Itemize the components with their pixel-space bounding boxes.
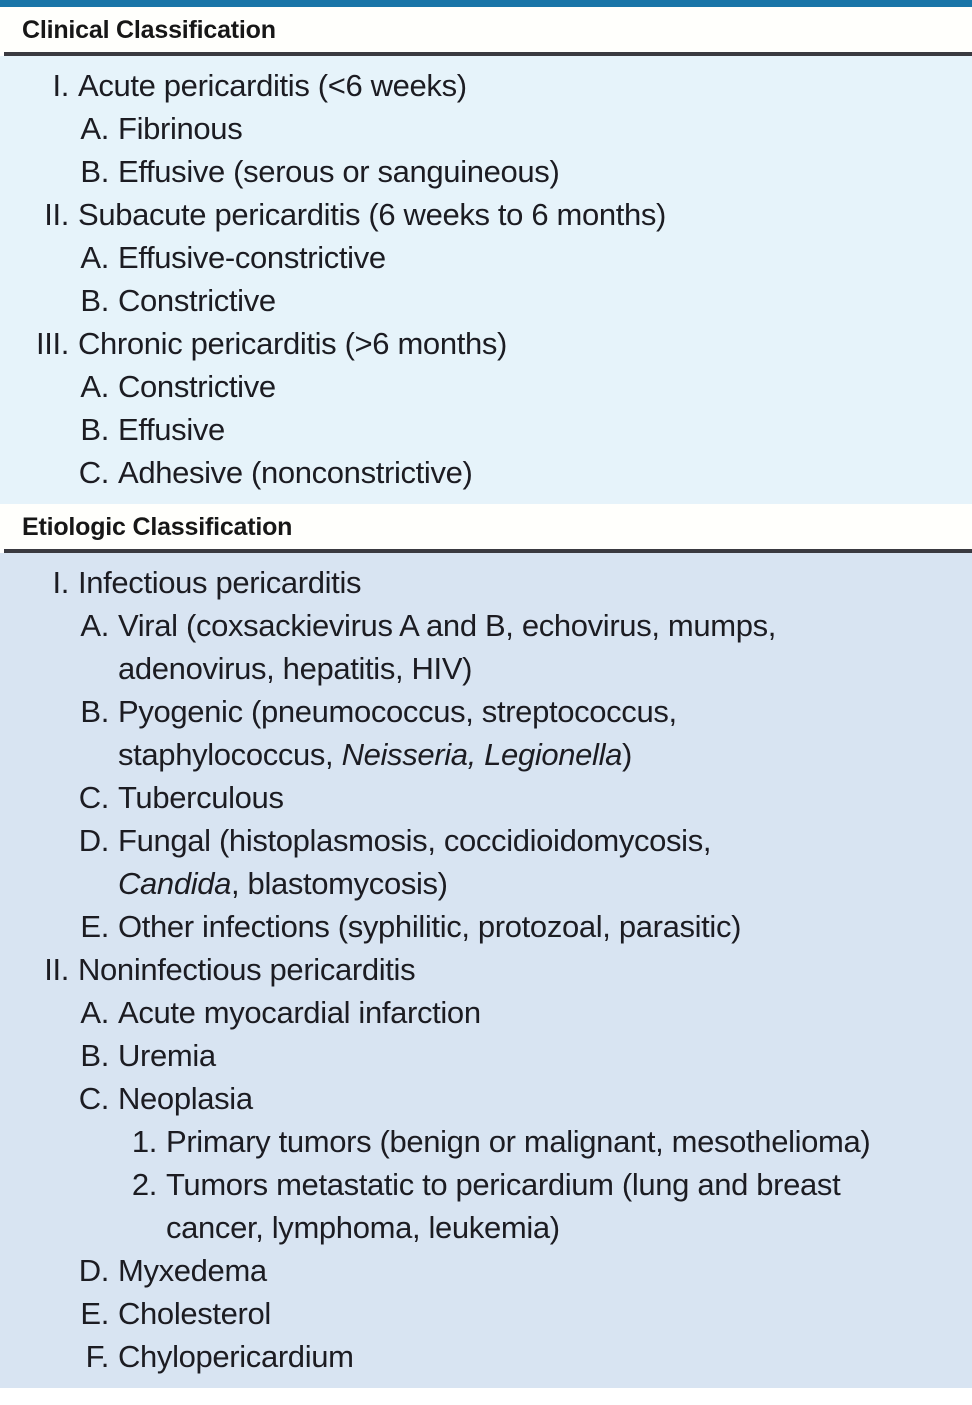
outline-label: Uremia [118, 1037, 216, 1073]
outline-line [0, 604, 972, 647]
outline-label: Acute myocardial infarction [118, 994, 481, 1030]
outline-marker: II. [44, 951, 69, 987]
section-body-clinical [0, 56, 972, 504]
outline-marker: B. [80, 693, 109, 729]
section-etiologic [0, 504, 972, 1388]
outline-label: Effusive (serous or sanguineous) [118, 153, 560, 189]
outline-marker: B. [80, 282, 109, 318]
outline-line [0, 690, 972, 733]
outline-marker: B. [80, 153, 109, 189]
outline-marker: A. [80, 110, 109, 146]
outline-line [0, 1249, 972, 1292]
outline-marker: D. [78, 1252, 109, 1288]
outline-marker: 1. [131, 1123, 157, 1159]
section-title-clinical: Clinical Classification [0, 7, 972, 52]
outline-line [0, 1206, 972, 1249]
outline-marker: C. [78, 1080, 109, 1116]
outline-label: Other infections (syphilitic, protozoal, parasitic) [118, 908, 742, 944]
label-text: , blastomycosis) [231, 865, 448, 901]
outline-label: Fibrinous [118, 110, 243, 146]
outline-label: Noninfectious pericarditis [78, 951, 416, 987]
outline-marker: F. [85, 1338, 109, 1374]
outline-line [0, 862, 972, 905]
outline-label: Myxedema [118, 1252, 267, 1288]
outline-line [0, 905, 972, 948]
section-title-etiologic: Etiologic Classification [0, 504, 972, 549]
outline-line [0, 647, 972, 690]
outline-label: Chronic pericarditis (>6 months) [78, 325, 507, 361]
top-accent-bar [0, 0, 972, 7]
outline-marker: 2. [131, 1166, 157, 1202]
outline-line [0, 1120, 972, 1163]
outline-marker: II. [44, 196, 69, 232]
outline-marker: C. [78, 779, 109, 815]
outline-label [118, 862, 448, 905]
outline-marker: I. [52, 564, 69, 600]
outline-line [0, 733, 972, 776]
outline-label: Constrictive [118, 282, 276, 318]
outline-line [0, 1292, 972, 1335]
section-clinical [0, 7, 972, 504]
outline-line [0, 193, 972, 236]
outline-marker: E. [80, 908, 109, 944]
outline-marker: I. [52, 67, 69, 103]
scientific-name: Neisseria, Legionella [341, 736, 623, 772]
outline-label: Effusive [118, 411, 225, 447]
outline-label: Cholesterol [118, 1295, 271, 1331]
outline-marker: B. [80, 1037, 109, 1073]
outline-label: Tuberculous [118, 779, 284, 815]
outline-label: Viral (coxsackievirus A and B, echovirus, mumps, [118, 607, 777, 643]
outline-label [118, 733, 632, 776]
outline-label: Fungal (histoplasmosis, coccidioidomycosis, [118, 822, 712, 858]
outline-label: Primary tumors (benign or malignant, mesothelioma) [166, 1123, 871, 1159]
outline-line [0, 948, 972, 991]
outline-line [0, 1077, 972, 1120]
outline-label: Neoplasia [118, 1080, 253, 1116]
outline-line [0, 776, 972, 819]
outline-line [0, 150, 972, 193]
label-text: staphylococcus, [118, 736, 342, 772]
outline-label: Chylopericardium [118, 1338, 354, 1374]
outline-marker: A. [80, 368, 109, 404]
outline-line [0, 365, 972, 408]
outline-label: Subacute pericarditis (6 weeks to 6 months) [78, 196, 667, 232]
outline-label: Constrictive [118, 368, 276, 404]
outline-label: Infectious pericarditis [78, 564, 362, 600]
outline-label: Pyogenic (pneumococcus, streptococcus, [118, 693, 677, 729]
outline-label: Acute pericarditis (<6 weeks) [78, 67, 467, 103]
outline-line [0, 819, 972, 862]
outline-marker: III. [35, 325, 69, 361]
outline-line [0, 107, 972, 150]
scientific-name: Candida [118, 865, 232, 901]
outline-line [0, 279, 972, 322]
outline-marker: A. [80, 607, 109, 643]
outline-line [0, 64, 972, 107]
outline-marker: A. [80, 239, 109, 275]
outline-line [0, 1163, 972, 1206]
outline-marker: C. [78, 454, 109, 490]
outline-label: adenovirus, hepatitis, HIV) [118, 650, 473, 686]
outline-line [0, 561, 972, 604]
outline-label: cancer, lymphoma, leukemia) [166, 1209, 560, 1245]
outline-line [0, 322, 972, 365]
outline-line [0, 408, 972, 451]
outline-line [0, 236, 972, 279]
label-text: ) [622, 736, 632, 772]
outline-marker: A. [80, 994, 109, 1030]
outline-marker: E. [80, 1295, 109, 1331]
outline-label: Effusive-constrictive [118, 239, 386, 275]
outline-label: Adhesive (nonconstrictive) [118, 454, 473, 490]
outline-line [0, 991, 972, 1034]
outline-line [0, 1335, 972, 1378]
outline-label: Tumors metastatic to pericardium (lung and breast [166, 1166, 841, 1202]
outline-line [0, 451, 972, 494]
outline-marker: B. [80, 411, 109, 447]
section-body-etiologic [0, 553, 972, 1388]
outline-marker: D. [78, 822, 109, 858]
outline-line [0, 1034, 972, 1077]
